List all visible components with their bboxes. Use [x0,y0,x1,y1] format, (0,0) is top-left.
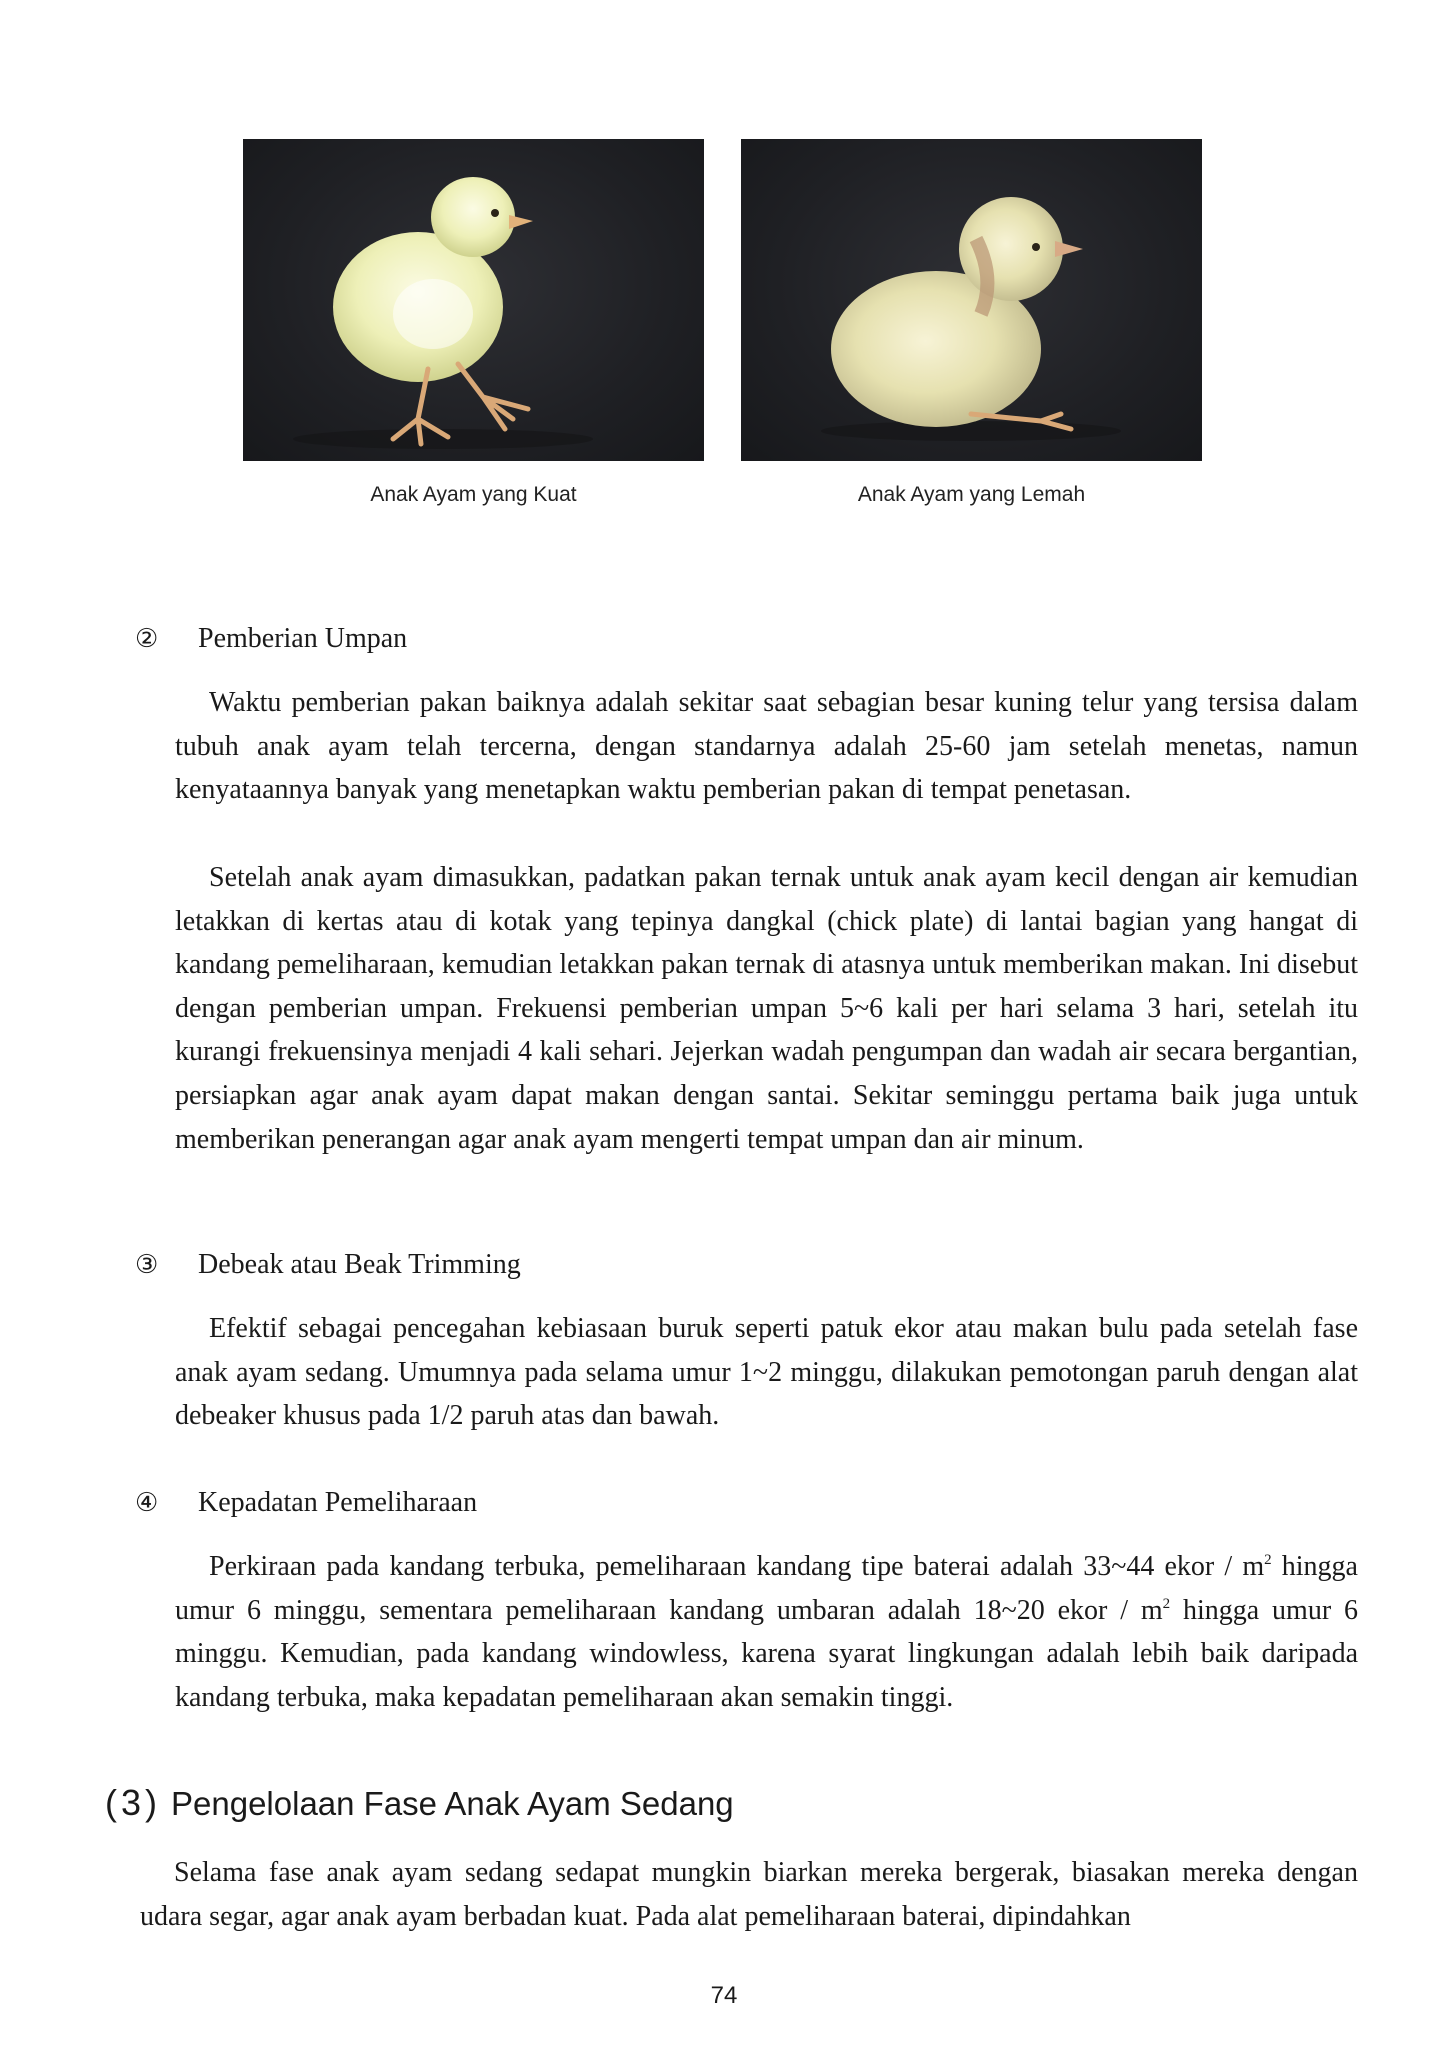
subsection-number: ② [135,624,159,654]
subsection-title: Kepadatan Pemeliharaan [198,1487,478,1518]
subsection-heading [135,1249,521,1281]
subsection-title: Pemberian Umpan [198,623,408,654]
superscript: 2 [1162,1595,1171,1612]
superscript: 2 [1264,1552,1272,1568]
paragraph: Selama fase anak ayam sedang sedapat mungkin biarkan mereka bergerak, biasakan mereka dengan udara segar, agar anak ayam berbadan kuat. Pada alat pemeliharaan baterai, dipindahkan [140,1857,1358,1932]
subsection-number: ④ [135,1488,159,1518]
strong-chick-illustration [243,139,704,461]
section-heading [105,1782,734,1824]
paragraph: Waktu pemberian pakan baiknya adalah sekitar saat sebagian besar kuning telur yang tersisa dalam tubuh anak ayam telah tercerna, dengan standarnya adalah 25-60 jam setelah menetas, namun kenyataannya banyak yang menetapkan waktu pemberian pakan di tempat penetasan. [175,687,1358,806]
section-number: (3) [105,1782,161,1823]
paragraph: Efektif sebagai pencegahan kebiasaan buruk seperti patuk ekor atau makan bulu pada setelah fase anak ayam sedang. Umumnya pada selama umur 1~2 minggu, dilakukan pemotongan paruh dengan alat debeaker khusus pada 1/2 paruh atas dan bawah. [175,1313,1358,1432]
weak-chick-illustration [741,139,1202,461]
section-title: Pengelolaan Fase Anak Ayam Sedang [171,1785,734,1822]
figure-caption: Anak Ayam yang Kuat [370,483,577,506]
page-number: 74 [710,1982,738,2009]
paragraph [175,1545,1358,1719]
subsection-heading [135,623,407,655]
paragraph: Setelah anak ayam dimasukkan, padatkan pakan ternak untuk anak ayam kecil dengan air kemudian letakkan di kertas atau di kotak yang tepinya dangkal (chick plate) di lantai bagian yang hangat di kandang pemeliharaan, kemudian letakkan pakan ternak di atasnya untuk memberikan makan. Ini disebut dengan pemberian umpan. Frekuensi pemberian umpan 5~6 kali per hari selama 3 hari, setelah itu kurangi frekuensinya menjadi 4 kali sehari. Jejerkan wadah pengumpan dan wadah air secara bergantian, persiapkan agar anak ayam dapat makan dengan santai. Sekitar seminggu pertama baik juga untuk memberikan penerangan agar anak ayam mengerti tempat umpan dan air minum. [175,862,1358,1155]
figure-caption: Anak Ayam yang Lemah [857,483,1086,506]
text-run: hingga umur 6 minggu. Kemudian, pada kandang windowless, karena syarat lingkungan adalah lebih baik daripada kandang terbuka, maka kepadatan pemeliharaan akan semakin tinggi. [175,1594,1358,1713]
text-run: Perkiraan pada kandang terbuka, pemeliharaan kandang tipe baterai adalah 33~44 ekor / m [209,1551,1265,1582]
subsection-heading [135,1487,477,1519]
text-run: hingga umur 6 minggu, sementara pemeliharaan kandang umbaran adalah 18~20 ekor / m [175,1551,1358,1626]
subsection-title: Debeak atau Beak Trimming [198,1249,521,1280]
subsection-number: ③ [135,1250,159,1280]
photo-weak-chick [741,139,1202,461]
photo-strong-chick [243,139,704,461]
